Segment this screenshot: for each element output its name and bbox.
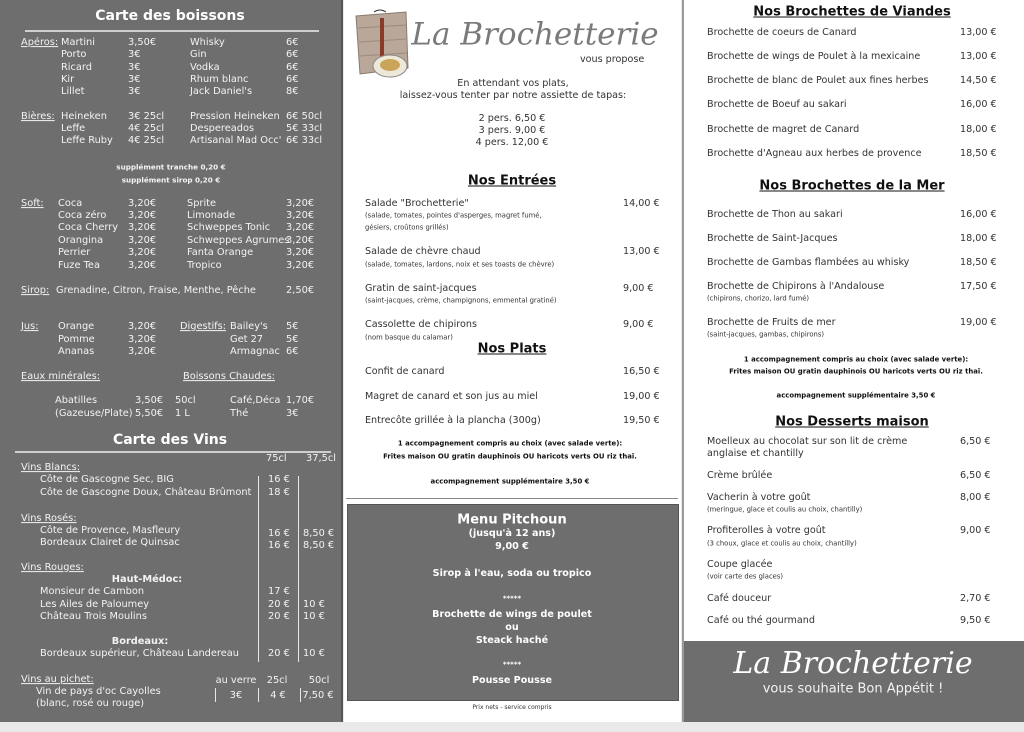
supplement-note: supplément sirop 0,20 € [121, 175, 221, 185]
kids-menu-item: Pousse Pousse [471, 675, 553, 687]
wine-price: 4 € [270, 690, 286, 702]
dish-price: 13,00 € [960, 51, 997, 63]
dish-description: (salade, tomates, pointes d'asperges, magret fumé, [365, 211, 542, 220]
drink-price: 3,50€ [128, 37, 157, 49]
dish-price: 19,50 € [623, 415, 660, 427]
wine-name: Monsieur de Cambon [40, 586, 145, 598]
drink-price: 5,50€ [135, 408, 164, 420]
drink-price: 4€ 25cl [128, 123, 165, 135]
tapas-price: 4 pers. 12,00 € [475, 137, 549, 149]
dessert-name: Vacherin à votre goût [707, 492, 811, 504]
dish-price: 9,00 € [623, 319, 654, 331]
dish-name: Cassolette de chipirons [365, 319, 477, 331]
footnote: Prix nets - service compris [472, 704, 552, 711]
wine-price: 7,50 € [302, 690, 334, 702]
column-header: 25cl [266, 675, 288, 687]
dish-description: (saint-jacques, crème, champignons, emmental gratiné) [365, 296, 557, 305]
dessert-price: 8,00 € [960, 492, 991, 504]
restaurant-logo-image [354, 8, 412, 82]
drink-name: Coca [58, 198, 83, 210]
drink-price: 3,20€ [128, 198, 157, 210]
section-title: Nos Brochettes de Viandes [753, 4, 951, 20]
dish-price: 16,50 € [623, 366, 660, 378]
wine-name: Côte de Gascogne Doux, Château Brûmont [40, 487, 252, 499]
wine-price-75cl: 17 € [268, 586, 290, 598]
dish-price: 14,00 € [623, 198, 660, 210]
side-note: accompagnement supplémentaire 3,50 € [776, 391, 936, 400]
drink-price: 3,20€ [286, 198, 315, 210]
drink-name: Fanta Orange [187, 247, 254, 259]
drink-price: 3,20€ [128, 334, 157, 346]
drink-name: Coca Cherry [58, 222, 119, 234]
wine-name: Côte de Gascogne Sec, BIG [40, 474, 174, 486]
dish-description: (saint-jacques, gambas, chipirons) [707, 330, 825, 339]
drinks-title: Carte des boissons [95, 8, 245, 24]
drink-name: Rhum blanc [190, 74, 249, 86]
dish-name: Brochette de Chipirons à l'Andalouse [707, 281, 885, 293]
dish-name: Gratin de saint-jacques [365, 283, 477, 295]
kids-menu-price: 9,00 € [495, 541, 529, 553]
kids-menu-title: Menu Pitchoun [457, 512, 567, 528]
drink-price: 3€ [128, 49, 141, 61]
drink-price: 6€ [286, 37, 299, 49]
drink-name: Grenadine, Citron, Fraise, Menthe, Pêche [56, 285, 256, 297]
wine-name: Vin de pays d'oc Cayolles [36, 686, 161, 698]
drink-price: 5€ [286, 321, 299, 333]
drink-price: 3,20€ [128, 346, 157, 358]
dish-name: Brochette de blanc de Poulet aux fines herbes [707, 75, 929, 87]
restaurant-logo: La Brochetterie [733, 646, 973, 681]
section-label: Eaux minérales: [21, 371, 101, 383]
drink-price: 3,20€ [128, 235, 157, 247]
dish-description: (nom basque du calamar) [365, 333, 453, 342]
drink-price: 3,20€ [128, 222, 157, 234]
drink-price: 3,20€ [128, 321, 157, 333]
column-divider [298, 476, 299, 662]
dessert-name: Café douceur [707, 593, 772, 605]
side-note: 1 accompagnement compris au choix (avec salade verte): [397, 439, 623, 448]
drink-price: 3€ [128, 62, 141, 74]
drink-price: 6€ [286, 346, 299, 358]
dish-name: Magret de canard et son jus au miel [365, 391, 538, 403]
drink-price: 3,20€ [286, 210, 315, 222]
drink-name: Café,Déca [230, 395, 281, 407]
wine-price-37cl: 10 € [303, 599, 325, 611]
drink-name: Armagnac [230, 346, 280, 358]
wine-name: Bordeaux supérieur, Château Landereau [40, 648, 239, 660]
drink-name: Despereados [190, 123, 255, 135]
drink-name: Bailey's [230, 321, 268, 333]
dish-name: Brochette de Saint-Jacques [707, 233, 838, 245]
drink-name: Pression Heineken [190, 111, 280, 123]
wine-price-37cl: 10 € [303, 648, 325, 660]
column-header: 75cl [266, 453, 287, 465]
drink-price: 6€ [286, 62, 299, 74]
column-divider [258, 476, 259, 662]
wine-region: Haut-Médoc: [111, 574, 183, 586]
dish-description: gésiers, croûtons grillés) [365, 223, 449, 232]
dish-name: Brochette de Fruits de mer [707, 317, 836, 329]
wine-price-37cl: 8,50 € [303, 528, 335, 540]
column-header: 50cl [308, 675, 330, 687]
dish-name: Brochette de Gambas flambées au whisky [707, 257, 910, 269]
drink-name: Perrier [58, 247, 91, 259]
section-title: Nos Entrées [467, 173, 557, 189]
drink-name: Fuze Tea [58, 260, 100, 272]
drink-name: Heineken [61, 111, 107, 123]
drink-price: 3€ [128, 74, 141, 86]
drink-price: 3,20€ [128, 247, 157, 259]
dish-name: Brochette de Thon au sakari [707, 209, 843, 221]
drink-price: 3€ 25cl [128, 111, 165, 123]
drink-price: 3,20€ [128, 260, 157, 272]
drink-name: (Gazeuse/Plate) [55, 408, 133, 420]
dish-price: 16,00 € [960, 99, 997, 111]
dish-price: 17,50 € [960, 281, 997, 293]
dish-name: Brochette de Boeuf au sakari [707, 99, 847, 111]
wines-title: Carte des Vins [112, 432, 228, 448]
wine-price-75cl: 20 € [268, 648, 290, 660]
wine-price-37cl: 8,50 € [303, 540, 335, 552]
drink-name: Get 27 [230, 334, 264, 346]
wine-price-75cl: 20 € [268, 611, 290, 623]
drink-price: 3,20€ [286, 247, 315, 259]
drink-name: Sprite [187, 198, 217, 210]
drink-price: 3,20€ [128, 210, 157, 222]
section-label: Vins Blancs: [21, 462, 81, 474]
separator: ***** [502, 660, 522, 669]
dessert-price: 2,70 € [960, 593, 991, 605]
drink-name: Pomme [58, 334, 95, 346]
column-header: 37,5cl [306, 453, 336, 465]
dish-name: Brochette de magret de Canard [707, 124, 860, 136]
dessert-name: Profiterolles à votre goût [707, 525, 826, 537]
column-divider [215, 688, 216, 702]
drink-price: 3,20€ [286, 222, 315, 234]
drink-price: 3€ [286, 408, 299, 420]
wine-name: Côte de Provence, Masfleury [40, 525, 181, 537]
dish-price: 13,00 € [960, 27, 997, 39]
dish-price: 13,00 € [623, 246, 660, 258]
dessert-price: 9,00 € [960, 525, 991, 537]
drink-name: Gin [190, 49, 207, 61]
dish-name: Brochette de wings de Poulet à la mexicaine [707, 51, 921, 63]
wine-name: Château Trois Moulins [40, 611, 147, 623]
drink-name: Whisky [190, 37, 225, 49]
drink-name: Limonade [187, 210, 236, 222]
drink-price: 5€ [286, 334, 299, 346]
drink-price: 6€ 50cl [286, 111, 323, 123]
drink-price: 3,20€ [286, 235, 315, 247]
drink-volume: 50cl [175, 395, 196, 407]
section-title: Nos Brochettes de la Mer [759, 178, 945, 194]
wine-price-37cl: 10 € [303, 611, 325, 623]
dessert-name: Café ou thé gourmand [707, 615, 815, 627]
dish-name: Salade "Brochetterie" [365, 198, 469, 210]
dish-price: 14,50 € [960, 75, 997, 87]
supplement-note: supplément tranche 0,20 € [116, 162, 226, 172]
section-label: Vins au pichet: [21, 674, 94, 686]
dessert-name: Moelleux au chocolat sur son lit de crème [707, 436, 908, 448]
dessert-description: anglaise et chantilly [707, 448, 804, 460]
dish-price: 18,50 € [960, 148, 997, 160]
drink-price: 6€ 33cl [286, 135, 323, 147]
dessert-price: 6,50 € [960, 470, 991, 482]
drink-price: 2,50€ [286, 285, 315, 297]
side-note: 1 accompagnement compris au choix (avec salade verte): [743, 355, 969, 364]
dish-name: Confit de canard [365, 366, 445, 378]
column-header: au verre [215, 675, 257, 687]
restaurant-logo: La Brochetterie [411, 16, 659, 53]
drink-name: Ananas [58, 346, 95, 358]
drink-name: Orangina [58, 235, 104, 247]
drink-name: Jack Daniel's [190, 86, 253, 98]
drink-price: 3€ [128, 86, 141, 98]
section-label: Digestifs: [180, 321, 227, 333]
drink-name: Leffe [61, 123, 86, 135]
dish-name: Brochette d'Agneau aux herbes de provence [707, 148, 922, 160]
section-label: Bières: [21, 111, 55, 123]
section-label: Soft: [21, 198, 44, 210]
section-title: Nos Plats [477, 341, 547, 357]
dish-price: 18,50 € [960, 257, 997, 269]
drink-price: 3,50€ [135, 395, 164, 407]
wine-price-75cl: 16 € [268, 540, 290, 552]
intro-text: laissez-vous tenter par notre assiette de tapas: [399, 90, 627, 102]
dish-name: Salade de chèvre chaud [365, 246, 481, 258]
dish-price: 18,00 € [960, 124, 997, 136]
dessert-description: (voir carte des glaces) [707, 572, 784, 581]
drink-price: 3,20€ [286, 260, 315, 272]
drink-name: Martini [61, 37, 95, 49]
separator: ***** [502, 594, 522, 603]
column-divider [258, 688, 259, 702]
dish-price: 19,00 € [623, 391, 660, 403]
side-note: Frites maison OU gratin dauphinois OU haricots verts OU riz thaï. [383, 452, 637, 461]
section-label: Boissons Chaudes: [183, 371, 275, 383]
tagline: vous propose [580, 54, 645, 66]
dessert-price: 6,50 € [960, 436, 991, 448]
kids-menu-age: (jusqu'à 12 ans) [468, 528, 556, 540]
kids-menu-item: Brochette de wings de poulet [432, 609, 592, 621]
tapas-price: 3 pers. 9,00 € [478, 125, 546, 137]
drink-name: Tropico [187, 260, 222, 272]
intro-text: En attendant vos plats, [457, 78, 569, 90]
drink-name: Thé [230, 408, 249, 420]
drink-name: Kir [61, 74, 75, 86]
wine-price-75cl: 18 € [268, 487, 290, 499]
drink-price: 5€ 33cl [286, 123, 323, 135]
dessert-price: 9,50 € [960, 615, 991, 627]
drink-name: Porto [61, 49, 87, 61]
wine-name: Les Ailes de Paloumey [40, 599, 150, 611]
section-label: Apéros: [21, 37, 59, 49]
drink-name: Lillet [61, 86, 85, 98]
drink-name: Abatilles [55, 395, 98, 407]
drink-name: Schweppes Agrumes [187, 235, 290, 247]
kids-menu-item: Sirop à l'eau, soda ou tropico [432, 568, 592, 580]
dish-price: 19,00 € [960, 317, 997, 329]
drink-name: Leffe Ruby [61, 135, 113, 147]
wine-name: Bordeaux Clairet de Quinsac [40, 537, 180, 549]
drink-name: Schweppes Tonic [187, 222, 271, 234]
divider [25, 30, 319, 32]
drink-name: Orange [58, 321, 95, 333]
dish-price: 16,00 € [960, 209, 997, 221]
dish-name: Brochette de coeurs de Canard [707, 27, 857, 39]
wine-price: 3€ [229, 690, 243, 702]
section-title: Nos Desserts maison [775, 414, 929, 430]
wine-price-75cl: 16 € [268, 474, 290, 486]
side-note: Frites maison OU gratin dauphinois OU haricots verts OU riz thaï. [729, 367, 983, 376]
dish-price: 9,00 € [623, 283, 654, 295]
drink-name: Artisanal Mad Occ' [190, 135, 282, 147]
wine-price-75cl: 20 € [268, 599, 290, 611]
dessert-description: (meringue, glace et coulis au choix, chantilly) [707, 505, 863, 514]
dessert-name: Coupe glacée [707, 559, 773, 571]
side-note: accompagnement supplémentaire 3,50 € [430, 477, 590, 486]
dish-price: 18,00 € [960, 233, 997, 245]
drink-price: 4€ 25cl [128, 135, 165, 147]
dish-name: Entrecôte grillée à la plancha (300g) [365, 415, 541, 427]
dessert-name: Crème brûlée [707, 470, 773, 482]
wine-price-75cl: 16 € [268, 528, 290, 540]
dish-description: (chipirons, chorizo, lard fumé) [707, 294, 810, 303]
section-label: Jus: [21, 321, 39, 333]
drink-price: 8€ [286, 86, 299, 98]
section-label: Sirop: [21, 285, 50, 297]
drink-price: 6€ [286, 49, 299, 61]
kids-menu-item: Steack haché [475, 635, 549, 647]
drink-name: Coca zéro [58, 210, 107, 222]
section-label: Vins Rosés: [21, 513, 77, 525]
dish-description: (salade, tomates, lardons, noix et ses toasts de chèvre) [365, 260, 555, 269]
dessert-description: (3 choux, glace et coulis au choix, chantilly) [707, 539, 857, 548]
drink-volume: 1 L [175, 408, 190, 420]
kids-menu-item: ou [505, 622, 519, 634]
farewell-text: vous souhaite Bon Appétit ! [762, 681, 944, 697]
drink-price: 6€ [286, 74, 299, 86]
wine-note: (blanc, rosé ou rouge) [36, 698, 145, 710]
drink-name: Vodka [190, 62, 220, 74]
column-divider [300, 688, 301, 702]
section-label: Vins Rouges: [21, 562, 84, 574]
drink-price: 1,70€ [286, 395, 315, 407]
tapas-price: 2 pers. 6,50 € [478, 113, 546, 125]
drink-name: Ricard [61, 62, 92, 74]
wine-region: Bordeaux: [111, 636, 169, 648]
divider [346, 498, 678, 499]
